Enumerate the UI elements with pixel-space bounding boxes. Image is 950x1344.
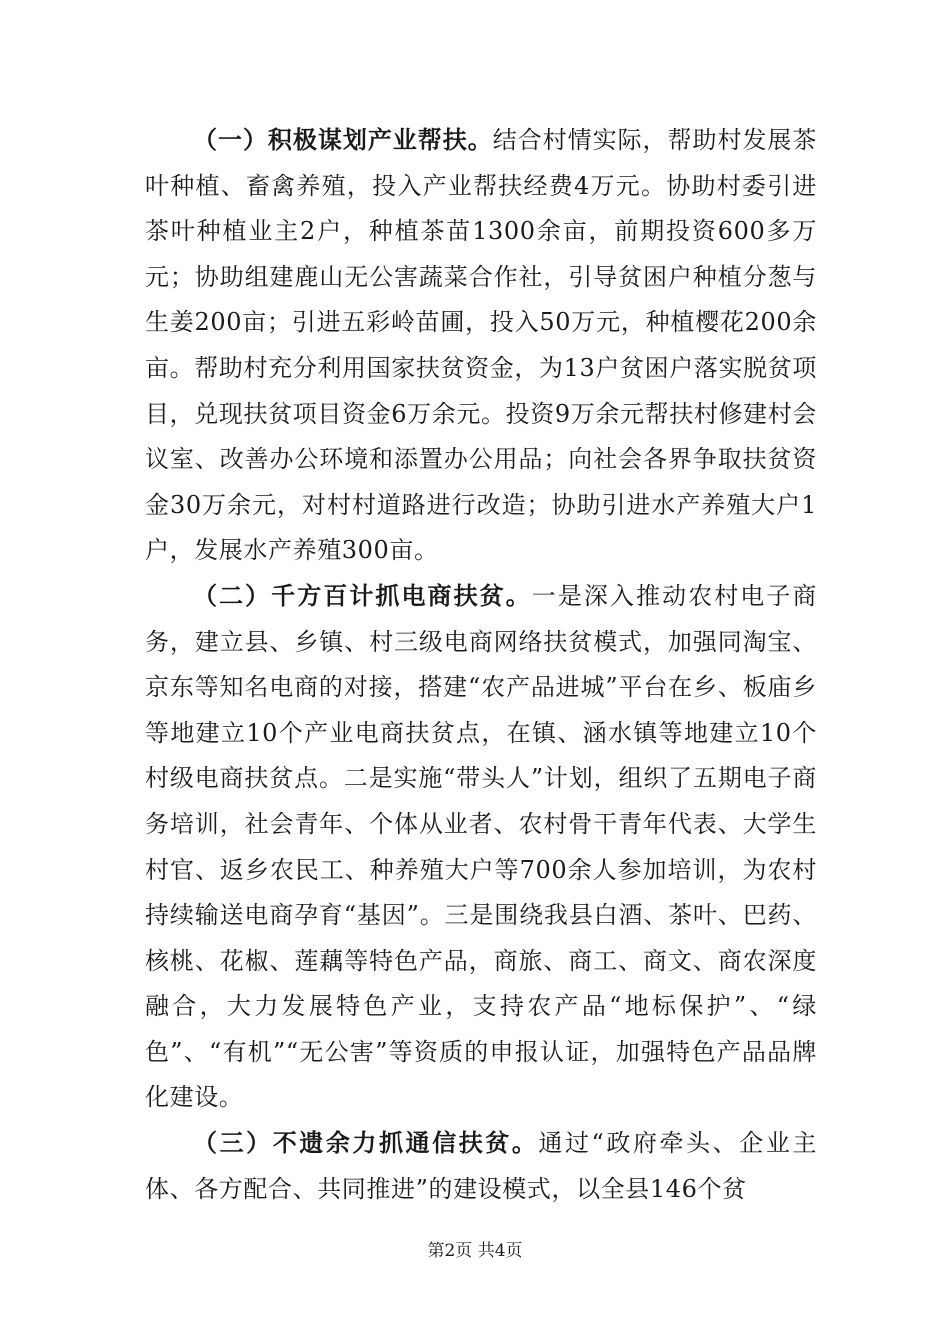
page-number-footer: 第2页 共4页 bbox=[427, 1241, 523, 1261]
section-heading-3: （三）不遗余力抓通信扶贫。 bbox=[193, 1129, 539, 1158]
paragraph-section-2 bbox=[145, 574, 817, 1121]
paragraph-section-1 bbox=[145, 118, 817, 574]
section-body-3: 通过“政府牵头、企业主体、各方配合、共同推进”的建设模式，以全县146个贫 bbox=[145, 1129, 817, 1203]
section-body-2: 一是深入推动农村电子商务，建立县、乡镇、村三级电商网络扶贫模式，加强同淘宝、京东等知名电商的对接，搭建“农产品进城”平台在乡、板庙乡等地建立10个产业电商扶贫点，在镇、涵水镇等地建立10个村级电商扶贫点。二是实施“带头人”计划，组织了五期电子商务培训，社会青年、个体从业者、农村骨干青年代表、大学生村官、返乡农民工、种养殖大户等700余人参加培训，为农村持续输送电商孕育“基因”。三是围绕我县白酒、茶叶、巴药、核桃、花椒、莲藕等特色产品，商旅、商工、商文、商农深度融合，大力发展特色产业，支持农产品“地标保护”、“绿色”、“有机”“无公害”等资质的申报认证，加强特色产品品牌化建设。 bbox=[145, 581, 817, 1112]
section-body-1: 结合村情实际，帮助村发展茶叶种植、畜禽养殖，投入产业帮扶经费4万元。协助村委引进茶叶种植业主2户，种植茶苗1300余亩，前期投资600多万元；协助组建鹿山无公害蔬菜合作社，引导贫困户种植分葱与生姜200亩；引进五彩岭苗圃，投入50万元，种植樱花200余亩。帮助村充分利用国家扶贫资金，为13户贫困户落实脱贫项目，兑现扶贫项目资金6万余元。投资9万余元帮扶村修建村会议室、改善办公环境和添置办公用品；向社会各界争取扶贫资金30万余元，对村村道路进行改造；协助引进水产养殖大户1户，发展水产养殖300亩。 bbox=[145, 126, 817, 565]
document-body bbox=[145, 118, 817, 1212]
paragraph-section-3 bbox=[145, 1121, 817, 1212]
section-heading-1: （一）积极谋划产业帮扶。 bbox=[193, 126, 493, 154]
section-heading-2: （二）千方百计抓电商扶贫。 bbox=[193, 581, 532, 610]
